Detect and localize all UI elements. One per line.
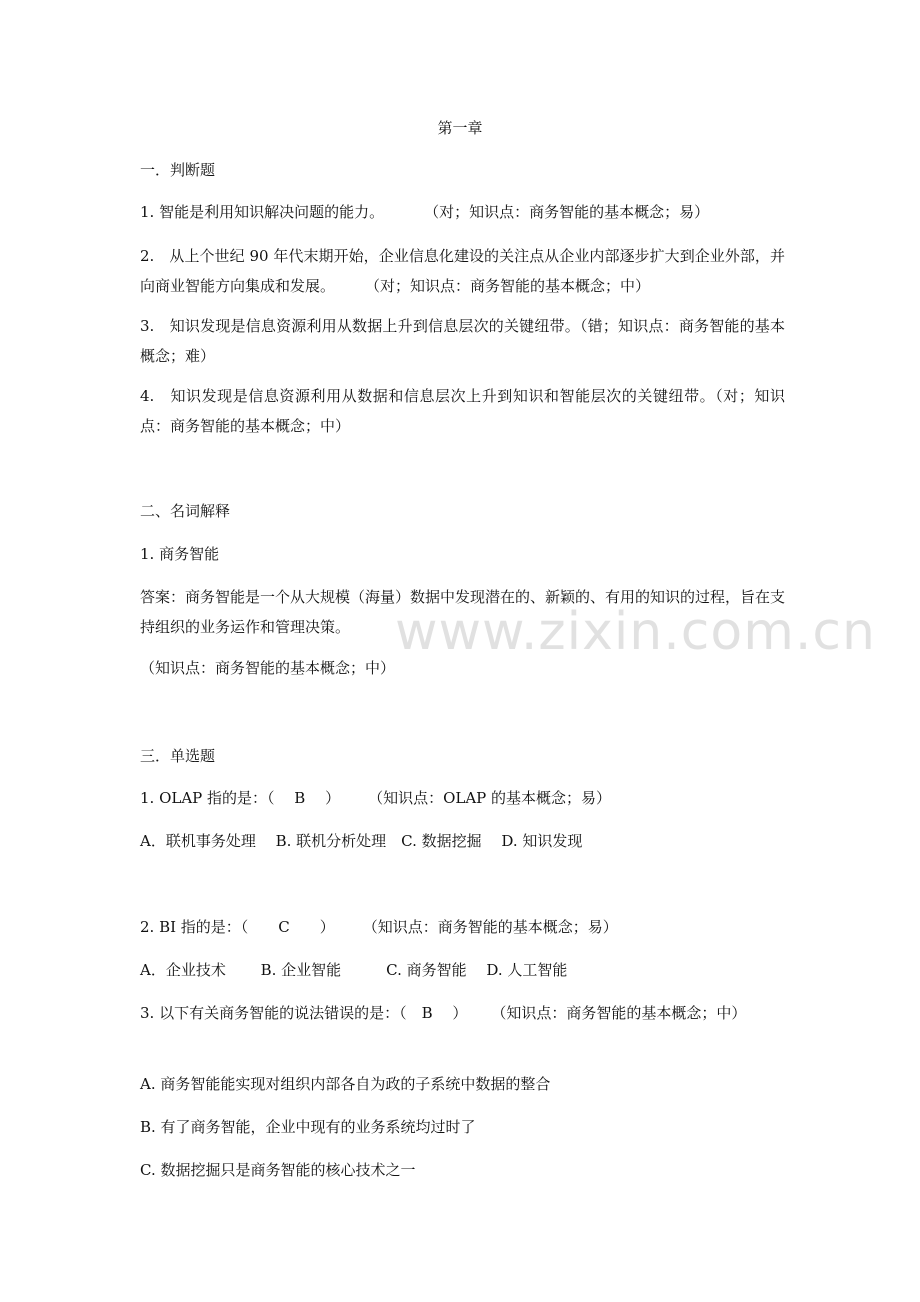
single-q3-question: 3. 以下有关商务智能的说法错误的是：（ B ）	[140, 1004, 468, 1022]
single-q1-question: 1. OLAP 指的是：（ B ）	[140, 789, 341, 807]
term-answer: 答案：商务智能是一个从大规模（海量）数据中发现潜在的、新颖的、有用的知识的过程，旨在支持组织的业务运作和管理决策。	[140, 588, 786, 636]
judge-item-1-text: 1. 智能是利用知识解决问题的能力。	[140, 203, 385, 221]
single-q2	[140, 912, 785, 942]
section-heading-judge: 一．判断题	[140, 161, 216, 179]
single-q1-note: （知识点：OLAP 的基本概念；易）	[368, 789, 612, 807]
term-title: 1. 商务智能	[140, 545, 220, 563]
single-q3-option-a: A. 商务智能能实现对组织内部各自为政的子系统中数据的整合	[140, 1075, 551, 1093]
single-q2-question: 2. BI 指的是：（ C ）	[140, 918, 335, 936]
single-q2-note: （知识点：商务智能的基本概念；易）	[362, 918, 618, 936]
judge-item-1-note: （对；知识点：商务智能的基本概念；易）	[424, 203, 710, 221]
section-heading-terms: 二、名词解释	[140, 502, 231, 520]
chapter-title: 第一章	[437, 119, 483, 137]
judge-item-1	[140, 197, 785, 227]
watermark: www.zixin.com.cn	[395, 602, 876, 662]
section-heading-single: 三．单选题	[140, 747, 216, 765]
single-q3-option-b: B. 有了商务智能，企业中现有的业务系统均过时了	[140, 1118, 476, 1136]
single-q3-note: （知识点：商务智能的基本概念；中）	[491, 1004, 747, 1022]
judge-item-2	[140, 241, 785, 301]
judge-item-3: 3. 知识发现是信息资源利用从数据上升到信息层次的关键纽带。（错；知识点：商务智能的基本概念；难）	[140, 317, 785, 365]
term-note: （知识点：商务智能的基本概念；中）	[140, 659, 396, 677]
judge-item-2-note: （对；知识点：商务智能的基本概念；中）	[365, 277, 651, 295]
single-q3	[140, 998, 785, 1028]
single-q3-option-c: C. 数据挖掘只是商务智能的核心技术之一	[140, 1161, 416, 1179]
judge-item-2-text: 2. 从上个世纪 90 年代末期开始，企业信息化建设的关注点从企业内部逐步扩大到企业外部，并向商业智能方向集成和发展。	[140, 247, 785, 295]
single-q1	[140, 783, 785, 813]
single-q2-options: A．企业技术 B. 企业智能 C. 商务智能 D. 人工智能	[140, 961, 568, 979]
judge-item-4: 4. 知识发现是信息资源利用从数据和信息层次上升到知识和智能层次的关键纽带。（对；知识点：商务智能的基本概念；中）	[140, 387, 785, 435]
single-q1-options: A．联机事务处理 B. 联机分析处理 C. 数据挖掘 D. 知识发现	[140, 832, 583, 850]
